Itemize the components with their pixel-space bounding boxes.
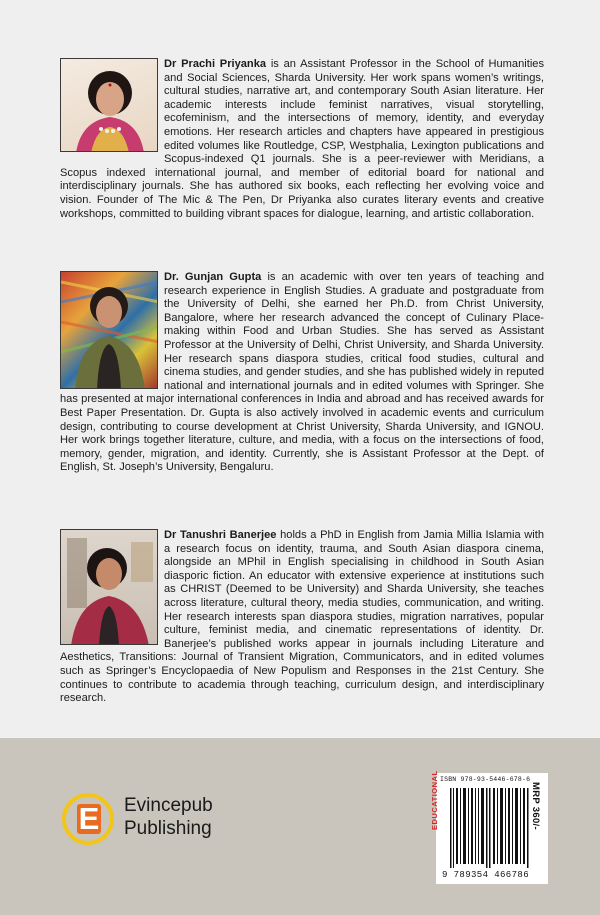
publisher-logo	[62, 793, 227, 845]
author-bio-2	[60, 271, 544, 475]
author-photo-3	[60, 529, 158, 645]
author-bio-1	[60, 58, 544, 221]
author-bio-text-3: holds a PhD in English from Jamia Millia Islamia with a research focus on identity, trauma, and South Asian diaspora cinema, alongside an MPhil in English specialising in childhood in South Asian diasporic fiction. An educator with extensive experience at institutions such as CHRIST (Deemed to be University) and Sharda University, she teaches across literature, cultural theory, media studies, communication, and writing. Her research interests span diaspora studies, migration narratives, popular culture, feminist media, and cinematic representations of identity. Dr. Banerjee’s published works appear in journals including Literature and Aesthetics, Transitions: Journal of Transient Migration, Communicators, and in edited volumes such as Springer’s Encyclopaedia of New Populism and Responses in the 21st Century. She continues to contribute to academia through teaching, curriculum design, and interdisciplinary research.	[60, 529, 544, 705]
author-name-2: Dr. Gunjan Gupta	[164, 271, 262, 283]
category-label: EDUCATIONAL	[430, 770, 439, 830]
author-photo-1	[60, 58, 158, 152]
author-bio-text-1: is an Assistant Professor in the School of Humanities and Social Sciences, Sharda University. Her work spans women’s writings, cultural studies, narrative art, and contemporary South Asian literature. Her academic interests include feminist narratives, visual storytelling, ecofeminism, and the intersections of memory, identity, and everyday emotions. Her research articles and chapters have appeared in prestigious edited volumes like Routledge, CSP, Westphalia, Lexington publications and Scopus-indexed Q1 journals. She is a peer-reviewer with Meridians, a Scopus indexed international journal, and member of editorial board for national and interdisciplinary journals. She has authored six books, each reflecting her evolving voice and vision. Founder of The Mic & The Pen, Dr Priyanka also curates literary events and creative workshops, committed to building vibrant spaces for dialogue, learning, and artistic collaboration.	[60, 58, 544, 220]
barcode-icon	[450, 788, 530, 868]
price-label: MRP 360/-	[530, 782, 541, 830]
author-name-1: Dr Prachi Priyanka	[164, 58, 267, 70]
author-bio-text-2: is an academic with over ten years of teaching and research experience in English Studies. A graduate and postgraduate from the University of Delhi, she earned her Ph.D. from Christ University, Bangalore, where her research advanced the concept of Culinary Place-making within Food and Urban Studies. She has served as Assistant Professor at the University of Delhi, Christ University, and Sharda University. Her research spans diaspora studies, critical food studies, cultural and cinema studies, and gender studies, and she has published widely in reputed national and international journals and in edited volumes with Springer. She has presented at major international conferences in India and abroad and has received awards for Best Paper Presentation. Dr. Gupta is also actively involved in academic events and curriculum design, contributing to course development at Christ University, Sharda University, and IGNOU. Her work brings together literature, culture, and media, with a focus on the intersections of food, memory, gender, migration, and identity. Currently, she is Assistant Professor at the Dept. of English, St. Joseph’s University, Bengaluru.	[60, 271, 544, 474]
publisher-logo-icon: E	[62, 793, 114, 845]
publisher-name: Evincepub	[124, 795, 213, 816]
author-bio-3	[60, 529, 544, 706]
isbn-label: ISBN 978-93-5446-678-6	[440, 776, 531, 783]
isbn-number: 9 789354 466786	[442, 870, 530, 880]
publisher-subtitle: Publishing	[124, 818, 212, 839]
author-photo-2	[60, 271, 158, 389]
author-name-3: Dr Tanushri Banerjee	[164, 529, 277, 541]
